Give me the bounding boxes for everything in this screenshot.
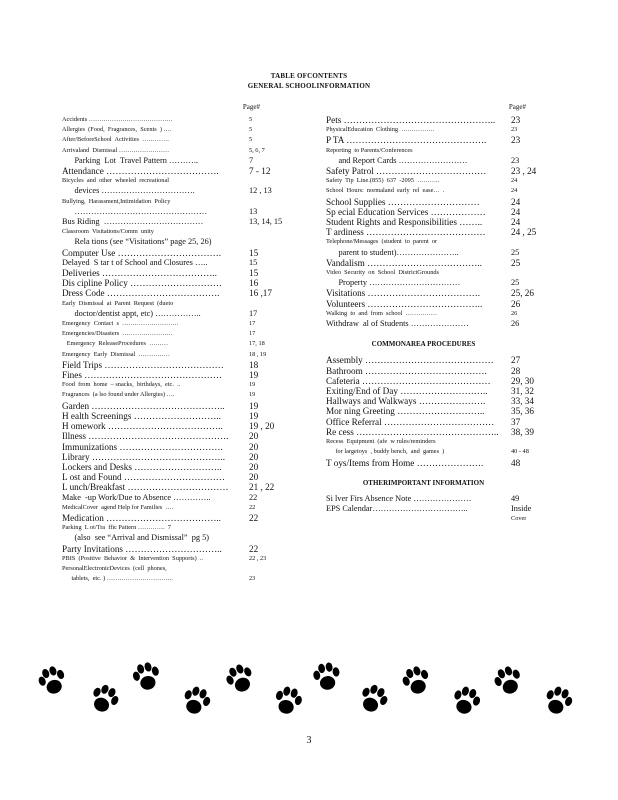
toc-entry-page: 20 — [249, 441, 259, 452]
toc-entry-title: Si lver Firs Absence Note ………………… — [326, 493, 472, 503]
toc-entry-page: 17 — [249, 308, 258, 318]
toc-entry-title: Party Invitations ………………………….. — [62, 543, 222, 554]
toc-entry-title: Walking to and from school …………… — [326, 309, 438, 317]
toc-entry-title: Pets ………………………………………….. — [326, 115, 496, 125]
toc-entry — [62, 360, 288, 370]
toc-entry-title: Parking Lot Travel Pattern ……….. — [62, 155, 198, 165]
toc-entry — [62, 329, 288, 339]
toc-entry-page: 24 — [511, 196, 521, 207]
toc-entry — [326, 237, 533, 247]
toc-entry-title: School Supplies ………………………… — [326, 196, 480, 207]
toc-entry-title: Emergencies/Disasters …………………… — [62, 330, 173, 338]
toc-entry — [62, 299, 288, 309]
paw-print-icon — [443, 680, 487, 728]
toc-entry — [326, 427, 533, 437]
toc-entry — [62, 197, 288, 207]
toc-entry-page: 20 — [249, 451, 259, 462]
toc-entry — [62, 248, 288, 258]
toc-entry-title: Deliveries ……………………………….. — [62, 268, 217, 279]
toc-entry-title: Accidents …………………………………. — [62, 116, 173, 123]
toc-entry-page: 19 — [249, 410, 259, 421]
toc-entry-page: 18 — [249, 359, 259, 370]
page-number: 3 — [306, 735, 312, 746]
toc-entry — [62, 237, 288, 247]
toc-entry-title: Food from home – snacks, birthdays, etc. .. — [62, 381, 181, 389]
toc-entry — [62, 390, 288, 400]
toc-entry — [326, 355, 533, 365]
toc-entry — [326, 366, 533, 376]
toc-entry — [326, 156, 533, 166]
toc-entry-page: 23 — [249, 575, 256, 583]
toc-entry — [62, 462, 288, 472]
toc-entry-page: 20 — [249, 472, 259, 483]
toc-entry-title: Exiting/End of Day ……………………….. — [326, 386, 488, 397]
toc-entry-page: 19 — [249, 370, 259, 381]
toc-title — [0, 71, 618, 91]
toc-entry — [326, 376, 533, 386]
paw-print-icon — [394, 659, 439, 707]
toc-entry-title: ………………………………………… — [62, 206, 208, 216]
toc-entry-page: 24 — [511, 217, 521, 228]
toc-entry — [62, 278, 288, 288]
toc-entry — [326, 146, 533, 156]
toc-entry — [62, 533, 288, 543]
toc-entry-page: 21 , 22 — [249, 482, 275, 493]
toc-entry — [62, 472, 288, 482]
toc-entry-page: 40 - 48 — [511, 448, 529, 456]
toc-entry-title: Garden …………………………………….. — [62, 400, 225, 411]
toc-entry-page: 22 — [249, 492, 258, 502]
toc-entry-title: Recess Equipment (afe w rules/reminders — [326, 438, 436, 446]
toc-entry — [326, 494, 533, 504]
toc-entry-title: Arrivaland Dismissal …………………… — [62, 146, 170, 154]
toc-entry-title: Rela tions (see “Visitations” page 25, 26) — [62, 237, 212, 247]
toc-entry — [326, 197, 533, 207]
toc-entry-page: 48 — [511, 457, 521, 468]
toc-entry-title: devices ……………………………. — [62, 186, 195, 196]
toc-entry-title: Attendance ………………………………. — [62, 166, 219, 177]
toc-entry-title: Cafeteria …………………………………… — [326, 375, 491, 386]
toc-entry-title: Field Trips ………………………………… — [62, 359, 224, 370]
toc-entry-title: P TA ………………………………………. — [326, 135, 487, 146]
toc-entry-page: 19 — [249, 400, 259, 411]
toc-entry-page: 13, 14, 15 — [249, 217, 283, 227]
toc-entry-title: Emergency Early Dismissal …………… — [62, 350, 170, 358]
toc-entry-title: Visitations ………………………………. — [326, 288, 481, 299]
toc-entry — [62, 135, 288, 145]
toc-entry-title: Library …………………………………….. — [62, 451, 226, 462]
toc-entry-title: Assembly …………………………………… — [326, 355, 494, 366]
toc-entry — [62, 115, 288, 125]
toc-entry — [62, 421, 288, 431]
toc-entry-title: parent to student)………………….. — [326, 247, 459, 257]
toc-entry-page: 24 , 25 — [511, 227, 537, 238]
toc-entry-title: Immunizations ……………………………. — [62, 441, 223, 452]
toc-entry — [62, 258, 288, 268]
toc-entry-page: 26 — [511, 319, 520, 329]
toc-entry-title: PhysicalEducation Clothing ……………. — [326, 126, 435, 134]
toc-entry — [326, 125, 533, 135]
toc-entry — [326, 514, 533, 524]
toc-entry — [62, 268, 288, 278]
toc-entry — [326, 309, 533, 319]
toc-entry — [62, 207, 288, 217]
toc-entry-title: Student Rights and Responsibilities …….. — [326, 217, 483, 228]
toc-entry-title: Allergies (Food, Fragrances, Scents ) …. — [62, 126, 172, 134]
toc-entry-page: 23 — [511, 126, 518, 134]
toc-entry-title: H omework ……………………………….. — [62, 421, 223, 432]
toc-entry-title: Fragrances (a lso found under Allergies) …. — [62, 391, 175, 399]
toc-entry — [326, 417, 533, 427]
toc-entry-title: Bullying, Harassment,Intimidation Policy — [62, 197, 171, 205]
toc-entry-page: 27 — [511, 355, 521, 366]
toc-entry-title: Medication ……………………………….. — [62, 512, 221, 523]
toc-entry-page: 23 — [511, 115, 521, 125]
paw-print-icon — [534, 679, 579, 727]
toc-entry-page: 15 — [249, 257, 258, 267]
toc-entry-title: L ost and Found …………………………… — [62, 472, 225, 483]
toc-entry — [326, 207, 533, 217]
toc-entry — [326, 135, 533, 145]
toc-entry — [62, 442, 288, 452]
paw-print-icon — [348, 677, 395, 727]
toc-entry-page: 13 — [249, 206, 258, 216]
toc-entry-title: Hallways and Walkways …………………. — [326, 396, 486, 407]
paw-print-icon — [266, 680, 309, 726]
toc-entry-page: 26 — [511, 298, 521, 309]
toc-entry — [326, 217, 533, 227]
toc-entry-page: 17 — [249, 330, 256, 338]
toc-entry — [62, 452, 288, 462]
toc-entry-title: Computer Use ……………………………. — [62, 247, 221, 258]
toc-entry-title: After/BeforeSchool Activities …………. — [62, 136, 169, 144]
toc-entry — [62, 186, 288, 196]
toc-entry-title: and Report Cards ……………………. — [326, 155, 468, 165]
toc-entry-page: 7 - 12 — [249, 166, 271, 177]
toc-entry — [326, 227, 537, 238]
paw-print-icon — [30, 659, 75, 707]
toc-entry-page: 28 — [511, 365, 521, 376]
toc-entry — [62, 309, 288, 319]
toc-entry-title: School Hours: normaland early rel ease… . — [326, 187, 445, 195]
toc-entry — [62, 227, 288, 237]
toc-entry-page: 15 — [249, 247, 259, 258]
toc-entry — [62, 431, 288, 441]
toc-entry-page: 23 — [511, 135, 521, 146]
toc-entry — [62, 380, 288, 390]
toc-entry-page: 25 — [511, 257, 521, 268]
toc-entry-page: 49 — [511, 493, 520, 503]
toc-entry-page: 35, 36 — [511, 406, 534, 417]
toc-entry-title: tablets, etc. ) ………………………….. — [62, 575, 173, 583]
toc-entry — [326, 258, 533, 268]
toc-entry-page: 16 ,17 — [249, 288, 272, 299]
toc-entry — [326, 176, 533, 186]
toc-entry-title: doctor/dentist appt, etc) …………….. — [62, 308, 201, 318]
toc-entry-page: Inside — [511, 504, 532, 514]
toc-entry — [62, 493, 288, 503]
toc-entry-page: 38, 39 — [511, 426, 534, 437]
toc-entry-page: 22 — [249, 512, 259, 523]
toc-entry — [62, 339, 288, 349]
toc-entry-page: 25, 26 — [511, 288, 534, 299]
toc-entry-title: Classroom Visitations/Comm unity — [62, 228, 154, 236]
paw-print-icon — [307, 657, 347, 701]
toc-entry — [326, 458, 533, 468]
toc-entry-page: 5 — [249, 126, 253, 134]
section-heading: COMMONAREA PROCEDURES — [371, 340, 476, 349]
page-number-header: Page# — [508, 103, 526, 111]
toc-entry-page: 37 — [511, 416, 521, 427]
toc-entry — [326, 396, 533, 406]
toc-entry-title: Delayed S tar t of School and Closures ….. — [62, 257, 208, 267]
toc-entry-title: (also see “Arrival and Dismissal” pg 5) — [62, 533, 210, 543]
toc-entry-title: L unch/Breakfast …………………………… — [62, 482, 229, 493]
toc-entry-page: 5, 6, 7 — [249, 146, 265, 154]
toc-entry-title: T ardiness ………………………………… — [326, 227, 486, 238]
toc-entry-title: Reporting to Parents/Conferences — [326, 146, 413, 154]
toc-entry — [62, 217, 288, 227]
toc-entry-title: Vandalism ……………………………….. — [326, 257, 482, 268]
toc-entry-title: Emergency Contact s ……………………… — [62, 320, 179, 328]
toc-entry-page: 24 — [511, 177, 518, 185]
toc-entry-page: 24 — [511, 187, 518, 195]
toc-entry-title: T oys/Items from Home …………………. — [326, 457, 484, 468]
toc-entry-title: Fines ……………………………………… — [62, 370, 223, 381]
toc-entry-page: 19 — [249, 381, 256, 389]
toc-entry-page: 19 , 20 — [249, 421, 275, 432]
toc-entry-title: Bicycles and other wheeled recreational — [62, 177, 169, 185]
toc-entry — [326, 288, 533, 298]
toc-entry-page: 33, 34 — [511, 396, 534, 407]
toc-entry-title: Safety Tip Line.(855) 637 -2095 ……….. — [326, 177, 440, 185]
toc-entry — [326, 186, 533, 196]
toc-entry — [62, 554, 288, 564]
paw-print-icon — [79, 677, 126, 727]
toc-entry-title: Volunteers ……………………………….. — [326, 298, 483, 309]
toc-entry-page: 7 — [249, 155, 254, 165]
toc-entry — [326, 406, 533, 416]
toc-entry-title: Lockers and Desks ……………………….. — [62, 461, 222, 472]
toc-entry-title: MedicalCover agend Help for Families …. — [62, 503, 174, 511]
right-column — [326, 102, 537, 525]
toc-entry-title: Bus Riding ……………………………… — [62, 217, 204, 227]
left-column — [62, 102, 288, 584]
toc-entry-title: for largetoys , buddy bench, and games ) — [326, 448, 445, 456]
toc-entry — [326, 504, 533, 514]
toc-entry — [62, 544, 288, 554]
toc-entry — [62, 503, 288, 513]
toc-entry-page: 22 , 23 — [249, 554, 267, 562]
paw-print-icon — [172, 679, 217, 727]
toc-entry — [62, 166, 288, 176]
toc-entry-page: 26 — [511, 309, 518, 317]
toc-entry-title: Sp ecial Education Services ……………… — [326, 206, 486, 217]
toc-entry — [62, 574, 288, 584]
toc-entry — [326, 437, 533, 447]
toc-entry-page: 16 — [249, 278, 259, 289]
toc-entry-page: 5 — [249, 116, 253, 123]
toc-entry-page: 18 , 19 — [249, 350, 267, 358]
toc-entry — [62, 125, 288, 135]
toc-entry-title: Dis cipline Policy ………………………… — [62, 278, 223, 289]
toc-entry-page: 5 — [249, 136, 253, 144]
paw-print-border — [0, 660, 618, 720]
toc-entry-page: Cover — [511, 515, 527, 523]
section-heading: OTHERIMPORTANT INFORMATION — [362, 478, 485, 487]
toc-entry — [62, 523, 288, 533]
toc-entry-page: 24 — [511, 206, 521, 217]
toc-entry — [326, 166, 537, 177]
toc-entry — [62, 288, 288, 298]
toc-entry — [326, 447, 533, 457]
toc-entry-page: 23 — [511, 155, 520, 165]
toc-entry — [62, 564, 288, 574]
toc-entry-title: Telephone/Messages (student to parent or — [326, 238, 438, 246]
toc-entry — [62, 370, 288, 380]
toc-entry-title: EPS Calendar…………………………….. — [326, 504, 468, 514]
toc-entry — [62, 411, 288, 421]
toc-entry — [62, 513, 288, 523]
paw-print-icon — [486, 659, 532, 708]
toc-entry-title: H ealth Screenings ……………………….. — [62, 410, 221, 421]
toc-entry-title: PBIS (Positive Behavior & Intervention Supports) .. — [62, 554, 203, 562]
toc-entry-page: 22 — [249, 543, 259, 554]
toc-entry-title: Early Dismissal at Parent Request (dueto — [62, 299, 174, 307]
toc-entry — [326, 248, 533, 258]
toc-entry — [326, 278, 533, 288]
toc-entry-page: 22 — [249, 503, 256, 511]
paw-print-icon — [217, 657, 264, 707]
toc-entry — [62, 176, 288, 186]
toc-entry-page: 19 — [249, 391, 256, 399]
paw-print-icon — [126, 656, 169, 702]
toc-title-line2: GENERAL SCHOOLINFORMATION — [247, 82, 371, 90]
toc-entry-title: Parking L ot/Tra ffic Pattern …………. 7 — [62, 524, 171, 532]
toc-entry-title: Video Security on School DistrictGrounds — [326, 269, 439, 277]
toc-entry-page: 25 — [511, 247, 520, 257]
toc-entry-page: 17 — [249, 320, 256, 328]
toc-entry-title: Illness ………………………………………. — [62, 431, 229, 442]
toc-entry — [62, 350, 288, 360]
toc-entry-page: 25 — [511, 278, 520, 288]
page-number-header: Page# — [242, 103, 260, 111]
toc-entry — [62, 146, 288, 156]
toc-entry — [326, 268, 533, 278]
toc-entry-page: 20 — [249, 431, 259, 442]
toc-entry — [62, 482, 288, 492]
toc-title-line1: TABLE OFCONTENTS — [270, 72, 348, 80]
toc-entry-title: Property …………………………… — [326, 278, 461, 288]
toc-entry-title: Safety Patrol ……………………………… — [326, 166, 487, 177]
toc-entry-title: Re cess ……………………………………….. — [326, 426, 499, 437]
toc-entry-title: Office Referral ……………………………… — [326, 416, 495, 427]
toc-entry-title: Bathroom …………………………………. — [326, 365, 487, 376]
toc-entry — [62, 401, 288, 411]
toc-entry-page: 31, 32 — [511, 386, 534, 397]
toc-entry — [326, 299, 533, 309]
toc-entry-title: Make -up Work/Due to Absence ………….. — [62, 492, 211, 502]
toc-entry-title: Mor ning Greeting ……………………….. — [326, 406, 485, 417]
toc-entry-title: PersonalElectronicDevices (cell phones, — [62, 564, 167, 572]
toc-entry-title: Emergency ReleaseProcedures ……… — [62, 340, 169, 348]
toc-entry-page: 17, 18 — [249, 340, 265, 348]
toc-entry — [326, 319, 533, 329]
toc-entry — [326, 386, 533, 396]
toc-entry — [62, 319, 288, 329]
toc-entry-page: 12 , 13 — [249, 186, 272, 196]
toc-entry-page: 15 — [249, 268, 259, 279]
toc-entry — [326, 115, 533, 125]
toc-entry — [62, 156, 288, 166]
toc-entry-page: 29, 30 — [511, 375, 534, 386]
toc-entry-page: 20 — [249, 461, 259, 472]
toc-entry-title: Withdraw al of Students ………………… — [326, 319, 469, 329]
toc-entry-title: Dress Code ………………………………. — [62, 288, 220, 299]
toc-entry-page: 23 , 24 — [511, 166, 537, 177]
